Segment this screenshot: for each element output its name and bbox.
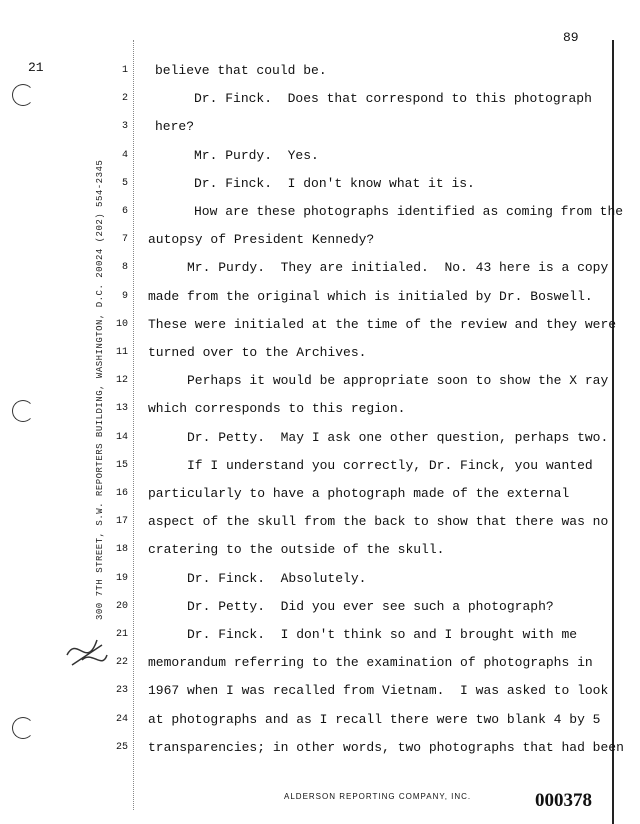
transcript-line: These were initialed at the time of the review and they were [148, 316, 617, 332]
transcript-line: made from the original which is initialed by Dr. Boswell. [148, 288, 593, 304]
side-number: 21 [28, 60, 44, 75]
line-number: 2 [121, 93, 128, 105]
transcript-line: How are these photographs identified as coming from the [155, 204, 624, 219]
binder-hole [12, 84, 34, 106]
transcript-line: If I understand you correctly, Dr. Finck, you wanted [148, 457, 593, 473]
transcript-line: memorandum referring to the examination of photographs in [148, 655, 593, 671]
transcript-line: Dr. Finck. I don't know what it is. [155, 175, 475, 191]
transcript-line: transparencies; in other words, two photographs that had been [148, 739, 624, 755]
line-number: 25 [115, 741, 128, 753]
line-number: 11 [115, 347, 128, 358]
transcript-line: Dr. Finck. I don't think so and I brought with me [148, 627, 578, 642]
transcript-line: Perhaps it would be appropriate soon to show the X ray [148, 373, 609, 389]
footer-company: ALDERSON REPORTING COMPANY, INC. [284, 792, 472, 801]
line-number: 10 [115, 318, 128, 330]
margin-line [133, 40, 135, 810]
document-number: 000378 [535, 790, 592, 811]
handwritten-mark [62, 625, 112, 675]
transcript-line: Mr. Purdy. Yes. [155, 147, 319, 163]
line-number: 15 [115, 459, 128, 471]
transcript-line: which corresponds to this region. [148, 401, 406, 417]
page-number: 89 [563, 30, 579, 45]
binder-hole [12, 717, 34, 739]
line-number: 1 [121, 65, 128, 76]
transcript-line: Dr. Petty. May I ask one other question, perhaps two. [148, 429, 609, 445]
line-number: 18 [115, 544, 128, 556]
binder-hole [12, 400, 34, 422]
line-number: 6 [121, 206, 128, 217]
transcript-line: at photographs and as I recall there were two blank 4 by 5 [148, 711, 601, 727]
line-number: 22 [115, 657, 128, 669]
transcript-line: autopsy of President Kennedy? [148, 232, 375, 248]
line-number: 13 [115, 403, 128, 415]
right-border [612, 40, 614, 824]
line-number: 24 [115, 713, 128, 725]
line-number: 19 [115, 572, 128, 584]
transcript-line: Dr. Finck. Does that correspond to this photograph [155, 91, 592, 107]
line-number: 14 [115, 431, 128, 443]
transcript-line: Dr. Petty. Did you ever see such a photograph? [148, 598, 554, 614]
reporter-address: 300 7TH STREET, S.W. REPORTERS BUILDING, WASHINGTON, D.C. 20024 (202) 554-2345 [95, 159, 105, 620]
transcript-line: Mr. Purdy. They are initialed. No. 43 here is a copy [148, 260, 609, 276]
line-number: 12 [115, 375, 128, 387]
line-number: 9 [121, 290, 128, 302]
line-number: 17 [115, 516, 128, 528]
transcript-line: particularly to have a photograph made of the external [148, 486, 570, 501]
transcript-line: turned over to the Archives. [148, 345, 367, 360]
transcript-line: believe that could be. [155, 63, 327, 78]
line-number: 16 [115, 488, 128, 499]
line-number: 23 [115, 685, 128, 697]
line-number: 20 [115, 600, 128, 612]
line-number: 5 [121, 177, 128, 189]
line-number: 3 [121, 121, 128, 133]
line-number: 21 [115, 629, 128, 640]
transcript-line: here? [155, 119, 195, 135]
transcript-line: 1967 when I was recalled from Vietnam. I was asked to look [148, 683, 609, 699]
transcript-line: aspect of the skull from the back to show that there was no [148, 514, 609, 530]
transcript-line: cratering to the outside of the skull. [148, 542, 445, 558]
transcript-line: Dr. Finck. Absolutely. [148, 570, 367, 586]
line-number: 7 [121, 234, 128, 246]
line-number: 8 [121, 262, 128, 274]
line-number: 4 [121, 149, 128, 161]
